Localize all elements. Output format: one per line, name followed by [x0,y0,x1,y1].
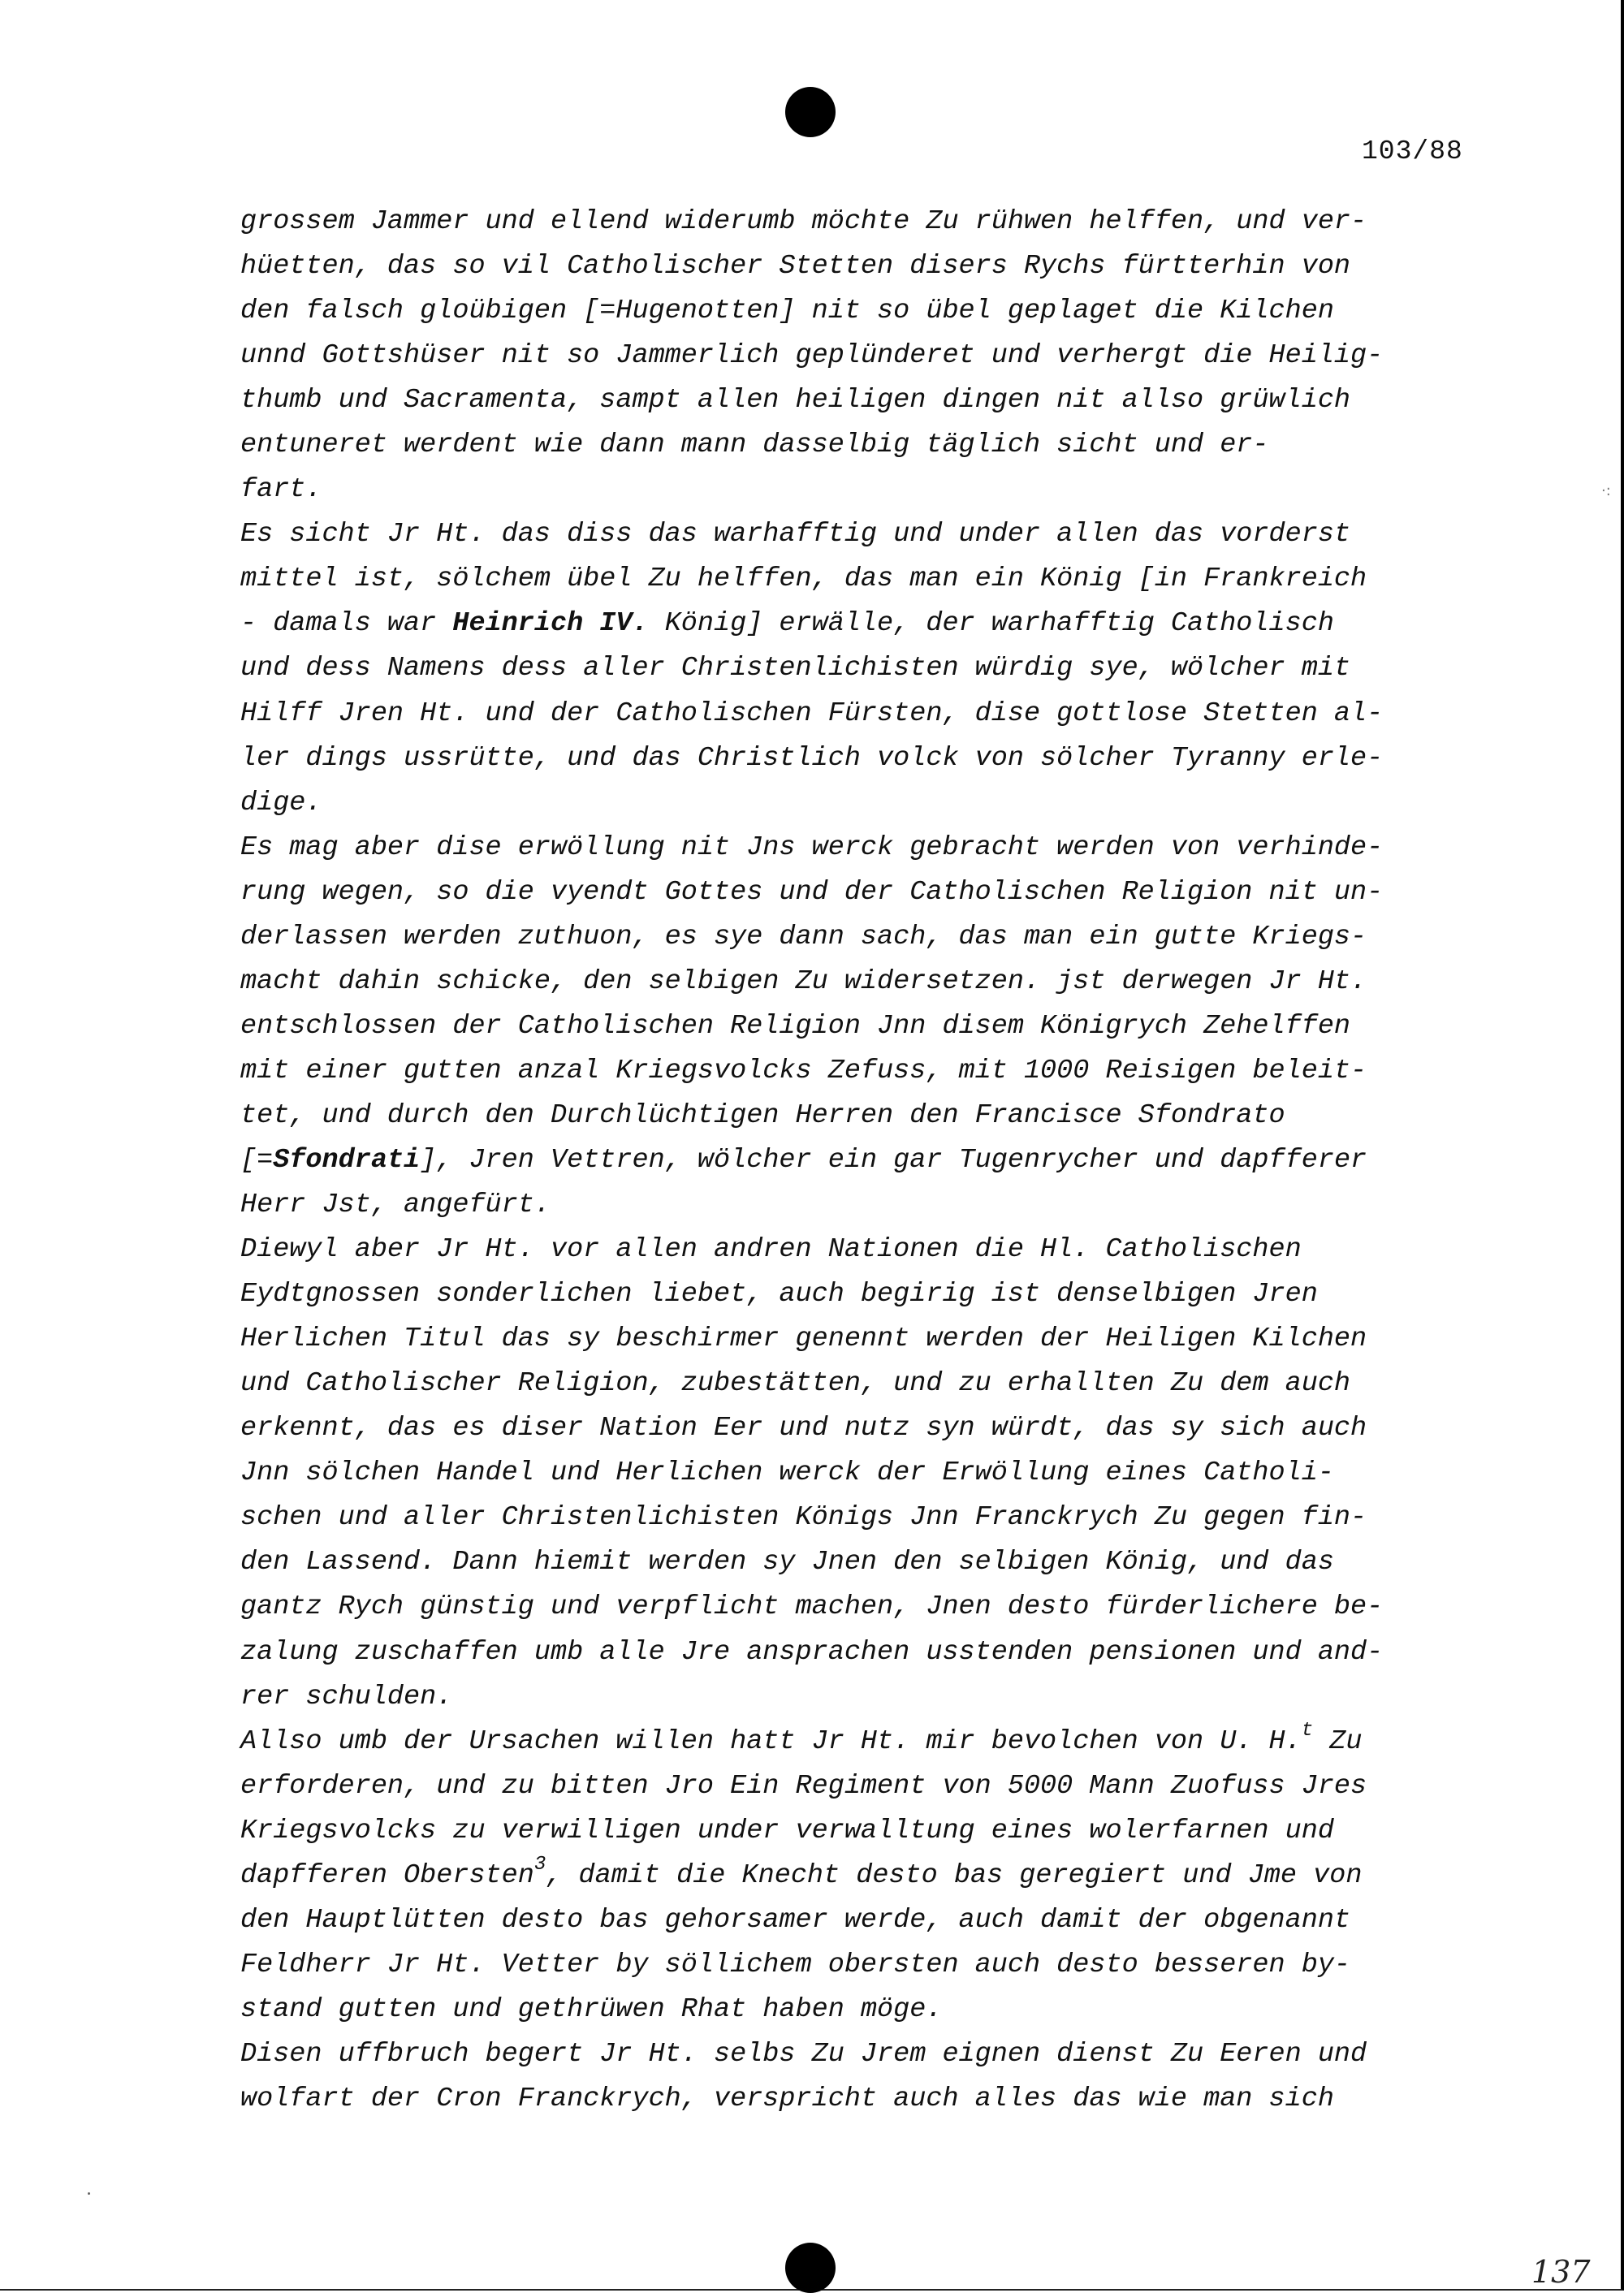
text-line: schen und aller Christenlichisten Königs Jnn Franckrych Zu gegen fin- [240,1502,1367,1534]
text-line [240,1138,1507,1183]
superscript: 3 [533,1853,546,1876]
text-line: ler dings ussrütte, und das Christlich volck von sölcher Tyranny erle- [240,742,1384,774]
punch-hole-top [785,87,836,137]
folio-number: 137 [1531,2254,1591,2290]
text-line: tet, und durch den Durchlüchtigen Herren den Francisce Sfondrato [240,1099,1285,1131]
text-line: gantz Rych günstig und verpflicht machen, Jnen desto fürderlichere be- [240,1591,1384,1623]
text-line: Herlichen Titul das sy beschirmer genennt werden der Heiligen Kilchen [240,1324,1367,1355]
text-line [240,1854,1507,1898]
text-line: entuneret werdent wie dann mann dasselbig täglich sicht und er- [240,430,1269,461]
text-line: rer schulden. [240,1681,453,1712]
text-line: dige. [240,787,322,818]
text-line: mit einer gutten anzal Kriegsvolcks Zefuss, mit 1000 Reisigen beleit- [240,1055,1367,1086]
text-line: fart. [240,474,322,506]
text-segment: Zu [1313,1725,1363,1757]
text-line: entschlossen der Catholischen Religion Jnn disem Königrych Zehelffen [240,1010,1351,1042]
text-segment: dapfferen Obersten [240,1859,534,1891]
punch-hole-bottom [785,2243,836,2293]
text-line [240,602,1507,646]
text-line: grossem Jammer und ellend widerumb möchte Zu rühwen helffen, und ver- [240,206,1367,237]
text-line: Kriegsvolcks zu verwilligen under verwalltung eines wolerfarnen und [240,1815,1334,1846]
bold-name: Sfondrati [273,1144,421,1176]
text-line: hüetten, das so vil Catholischer Stetten disers Rychs fürtterhin von [240,251,1351,283]
text-segment: König] erwälle, der warhafftig Catholisch [648,608,1334,640]
text-line: Eydtgnossen sonderlichen liebet, auch begirig ist denselbigen Jren [240,1279,1318,1311]
text-line: Es sicht Jr Ht. das diss das warhafftig und under allen das vorderst [240,519,1351,551]
text-line: und Catholischer Religion, zubestätten, und zu erhallten Zu dem auch [240,1368,1351,1400]
text-line: stand gutten und gethrüwen Rhat haben möge. [240,1993,943,2025]
text-line: wolfart der Cron Franckrych, verspricht auch alles das wie man sich [240,2083,1334,2114]
margin-mark: ·: [1601,482,1611,499]
superscript: t [1301,1719,1314,1742]
text-line: Hilff Jren Ht. und der Catholischen Fürsten, dise gottlose Stetten al- [240,697,1384,729]
text-segment: [= [240,1144,274,1176]
text-line: Es mag aber dise erwöllung nit Jns werck gebracht werden von verhinde- [240,831,1384,863]
text-line: rung wegen, so die vyendt Gottes und der Catholischen Religion nit un- [240,876,1384,908]
text-line: zalung zuschaffen umb alle Jre ansprachen usstenden pensionen und and- [240,1636,1384,1668]
text-segment: , damit die Knecht desto bas geregiert und Jme von [546,1859,1363,1891]
page-number: 103/88 [1362,136,1463,166]
text-line: Feldherr Jr Ht. Vetter by söllichem obersten auch desto besseren by- [240,1949,1351,1980]
text-line: thumb und Sacramenta, sampt allen heiligen dingen nit allso grüwlich [240,385,1351,417]
text-line: Disen uffbruch begert Jr Ht. selbs Zu Jrem eignen dienst Zu Eeren und [240,2038,1367,2070]
text-line: den Lassend. Dann hiemit werden sy Jnen den selbigen König, und das [240,1547,1334,1578]
text-line: erkennt, das es diser Nation Eer und nutz syn würdt, das sy sich auch [240,1413,1367,1444]
scan-speck [88,2192,90,2195]
text-segment: - damals war [240,608,453,640]
text-line: macht dahin schicke, den selbigen Zu widersetzen. jst derwegen Jr Ht. [240,965,1367,997]
text-line [240,1720,1507,1764]
body-text [240,200,1507,2122]
text-line: den Hauptlütten desto bas gehorsamer werde, auch damit der obgenannt [240,1904,1351,1936]
text-segment: ], Jren Vettren, wölcher ein gar Tugenrycher und dapfferer [420,1144,1367,1176]
text-line: Diewyl aber Jr Ht. vor allen andren Nationen die Hl. Catholischen [240,1234,1302,1266]
text-line: erforderen, und zu bitten Jro Ein Regiment von 5000 Mann Zuofuss Jres [240,1770,1367,1802]
bold-name: Heinrich IV. [452,608,649,640]
text-line: mittel ist, sölchem übel Zu helffen, das man ein König [in Frankreich [240,564,1367,595]
text-line: derlassen werden zuthuon, es sye dann sach, das man ein gutte Kriegs- [240,921,1367,952]
text-line: unnd Gottshüser nit so Jammerlich geplünderet und verhergt die Heilig- [240,340,1384,372]
text-segment: Allso umb der Ursachen willen hatt Jr Ht. mir bevolchen von U. H. [240,1725,1302,1757]
text-line: den falsch gloübigen [=Hugenotten] nit so übel geplaget die Kilchen [240,296,1334,327]
text-line: und dess Namens dess aller Christenlichisten würdig sye, wölcher mit [240,653,1351,684]
text-line: Jnn sölchen Handel und Herlichen werck der Erwöllung eines Catholi- [240,1457,1334,1489]
text-line: Herr Jst, angefürt. [240,1190,551,1221]
